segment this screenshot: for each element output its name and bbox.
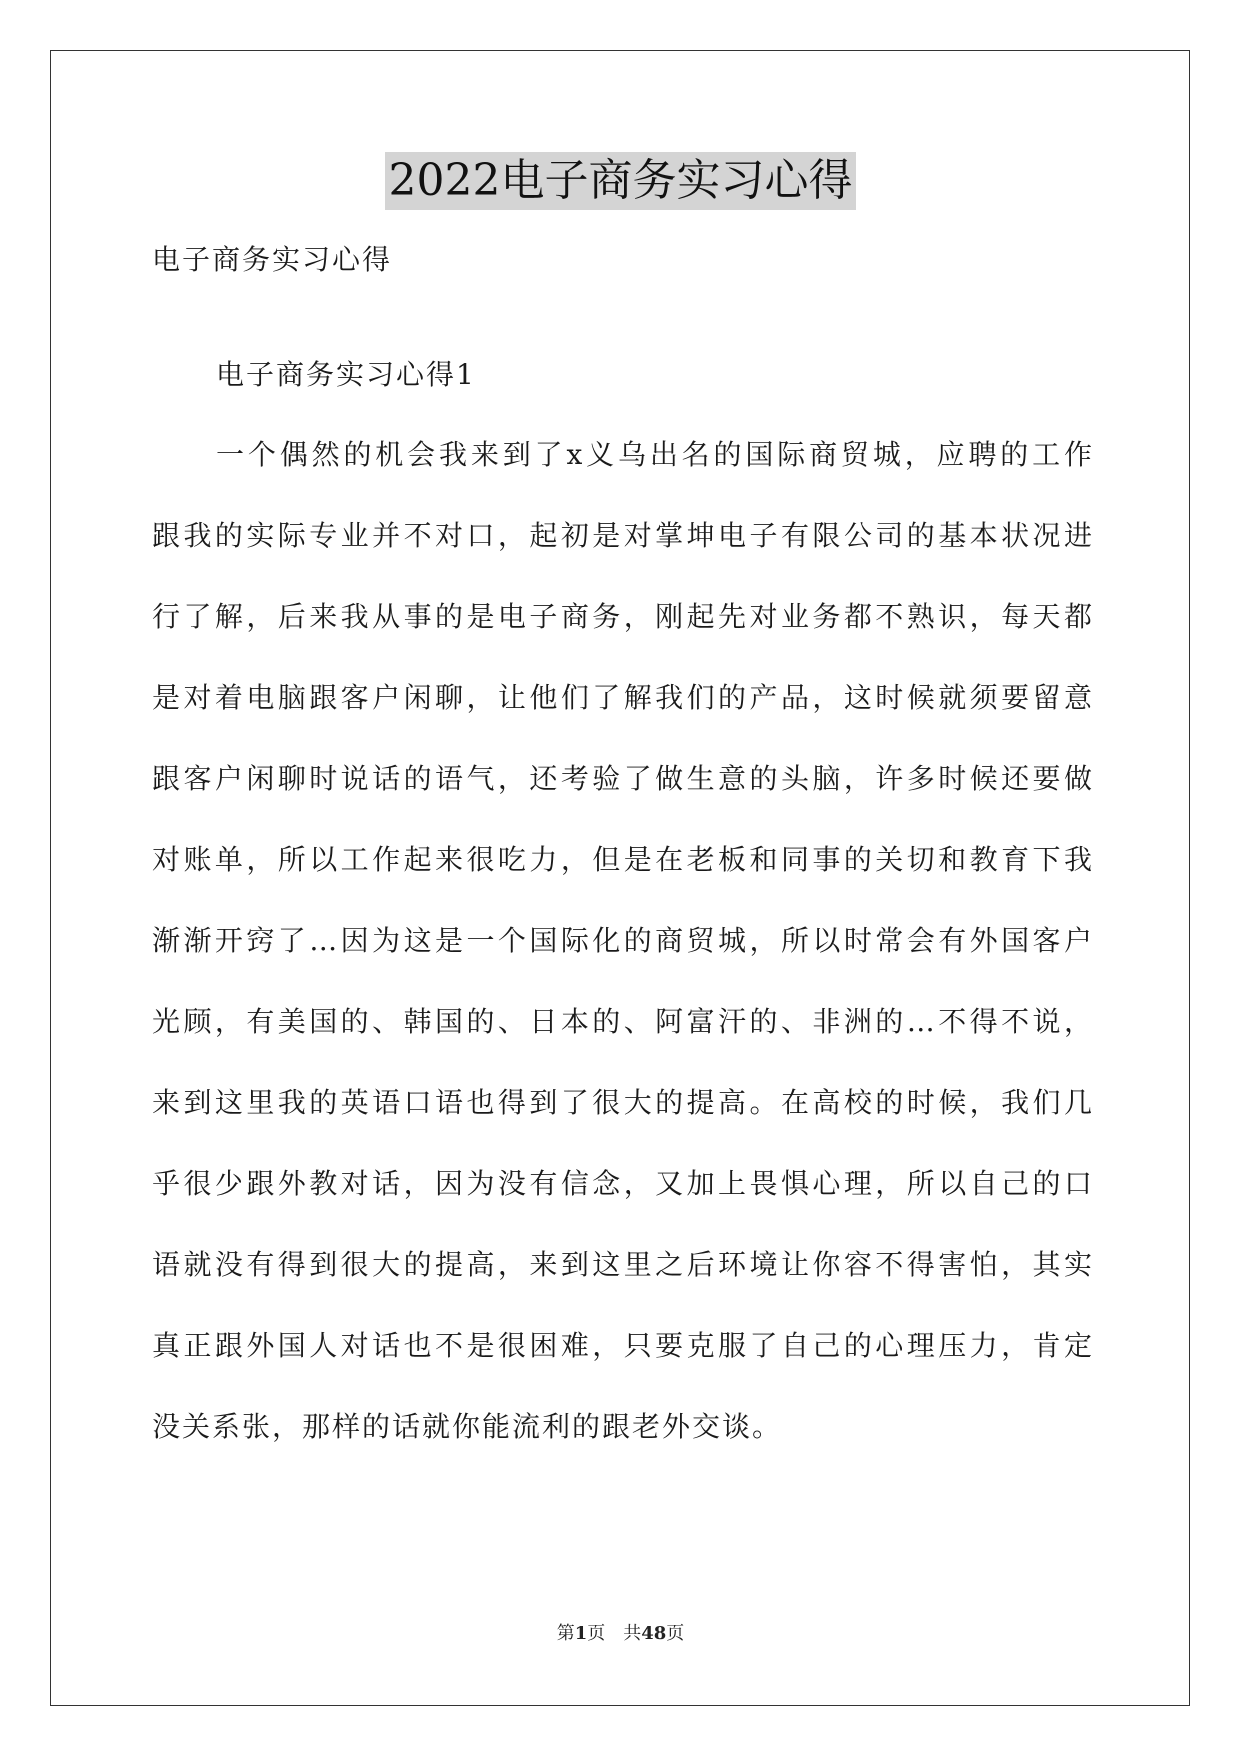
body-paragraph [152, 435, 1092, 1488]
body-line: 乎很少跟外教对话，因为没有信念，又加上畏惧心理，所以自己的口 [152, 1167, 1092, 1200]
body-line: 来到这里我的英语口语也得到了很大的提高。在高校的时候，我们几 [152, 1086, 1092, 1119]
body-line: 跟我的实际专业并不对口，起初是对掌坤电子有限公司的基本状况进 [152, 519, 1092, 552]
body-line: 渐渐开窍了…因为这是一个国际化的商贸城，所以时常会有外国客户 [152, 924, 1092, 957]
page-number: 1 [574, 1623, 588, 1644]
total-pages: 48 [641, 1623, 667, 1644]
page-prefix: 第 [556, 1623, 575, 1644]
body-line: 行了解，后来我从事的是电子商务，刚起先对业务都不熟识，每天都 [152, 600, 1092, 633]
document-title: 2022电子商务实习心得 [385, 152, 857, 210]
total-suffix: 页 [666, 1623, 685, 1644]
body-line: 一个偶然的机会我来到了x义乌出名的国际商贸城，应聘的工作 [216, 438, 1092, 471]
title-container [0, 152, 1241, 210]
page-footer [0, 1622, 1241, 1646]
body-line: 跟客户闲聊时说话的语气，还考验了做生意的头脑，许多时候还要做 [152, 762, 1092, 795]
body-line: 光顾，有美国的、韩国的、日本的、阿富汗的、非洲的…不得不说， [152, 1005, 1092, 1038]
body-line: 没关系张，那样的话就你能流利的跟老外交谈。 [152, 1410, 783, 1443]
body-line: 真正跟外国人对话也不是很困难，只要克服了自己的心理压力，肯定 [152, 1329, 1092, 1362]
page-suffix: 页 [587, 1623, 606, 1644]
total-prefix: 共 [623, 1623, 642, 1644]
section-heading: 电子商务实习心得1 [216, 358, 476, 391]
body-line: 语就没有得到很大的提高，来到这里之后环境让你容不得害怕，其实 [152, 1248, 1092, 1281]
body-line: 对账单，所以工作起来很吃力，但是在老板和同事的关切和教育下我 [152, 843, 1092, 876]
document-subtitle: 电子商务实习心得 [152, 243, 393, 276]
body-line: 是对着电脑跟客户闲聊，让他们了解我们的产品，这时候就须要留意 [152, 681, 1092, 714]
